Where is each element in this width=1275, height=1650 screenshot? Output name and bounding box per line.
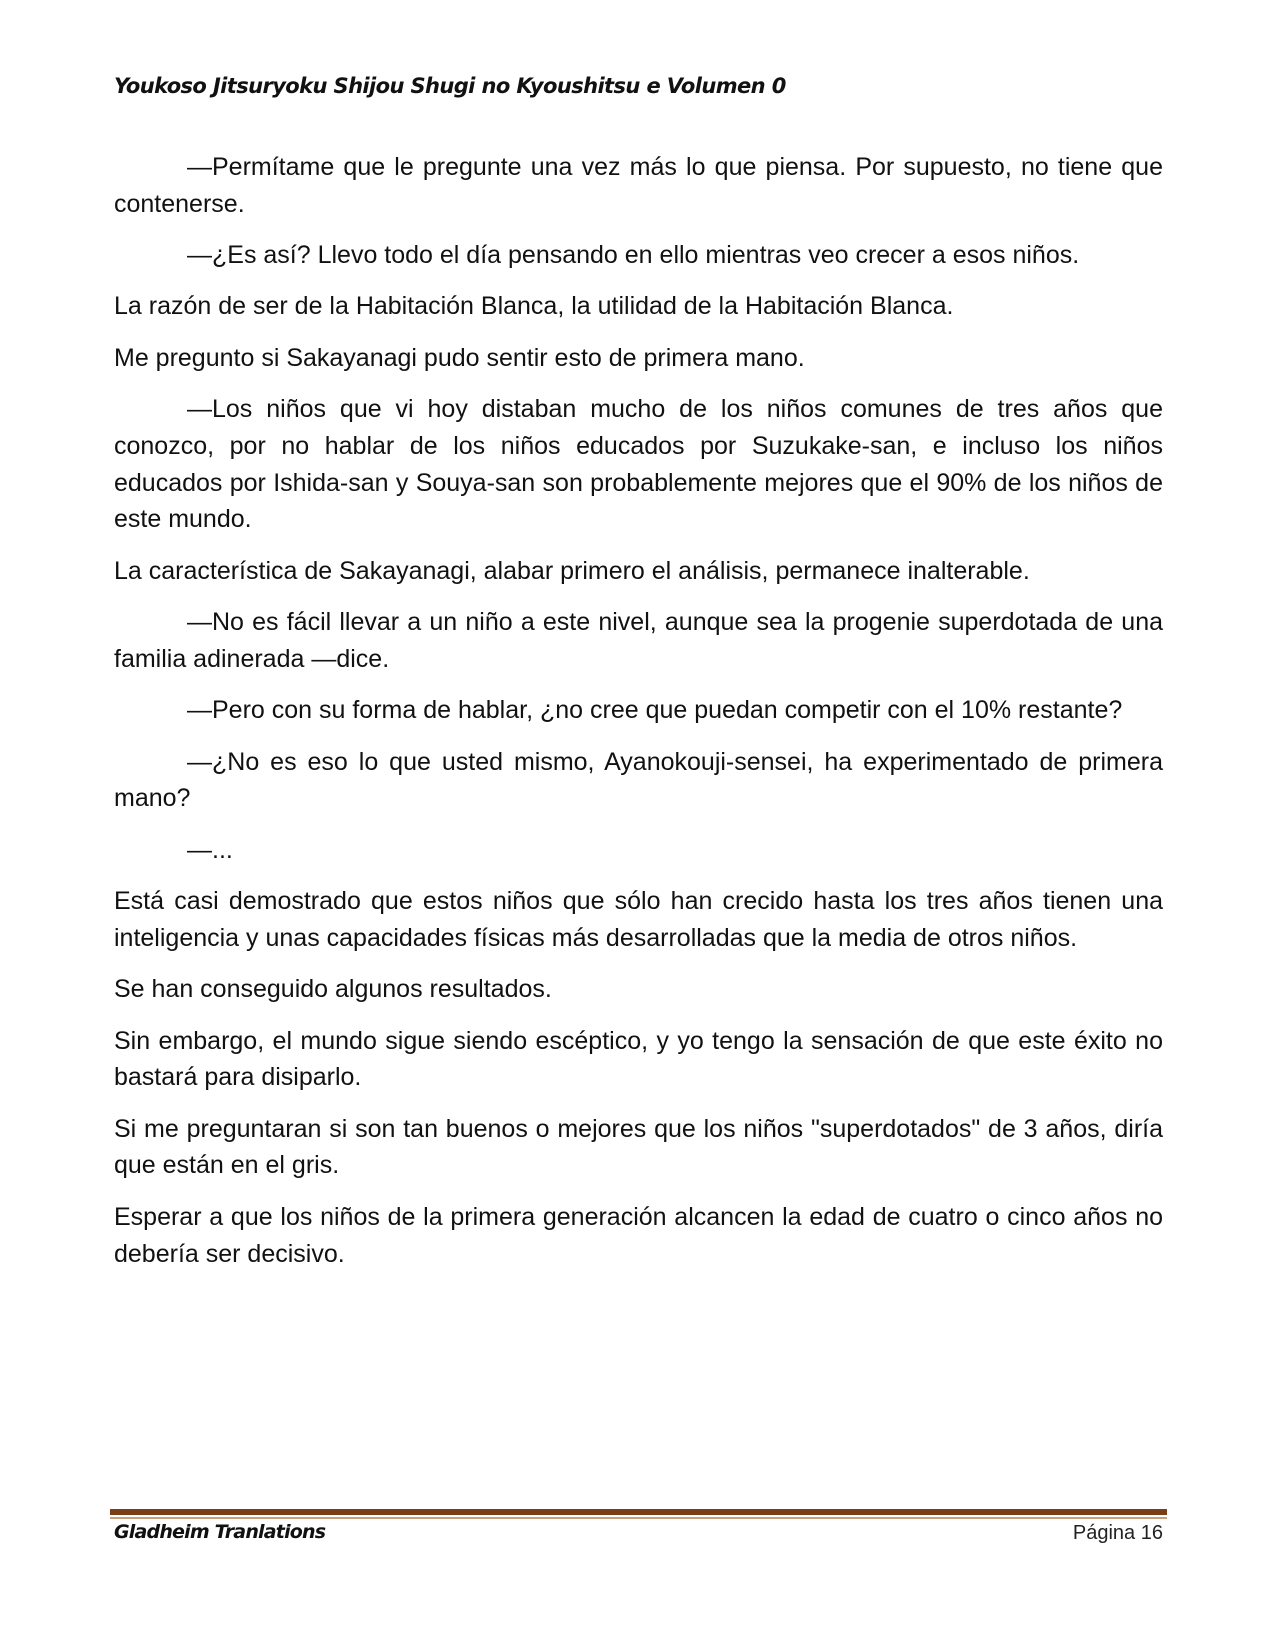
footer-credit: Gladheim Tranlations (114, 1521, 326, 1543)
paragraph: —No es fácil llevar a un niño a este nivel, aunque sea la progenie superdotada de una familia adinerada —dice. (114, 608, 1163, 673)
paragraph: La característica de Sakayanagi, alabar primero el análisis, permanece inalterable. (114, 556, 1030, 585)
paragraph: —Pero con su forma de hablar, ¿no cree que puedan competir con el 10% restante? (187, 696, 1123, 725)
body-text (114, 149, 1163, 1287)
page-number-value: 16 (1140, 1522, 1163, 1544)
paragraph: —... (187, 835, 233, 864)
page-label: Página (1072, 1522, 1136, 1544)
paragraph: Está casi demostrado que estos niños que sólo han crecido hasta los tres años tienen una inteligencia y unas capacidades físicas más desarrolladas que la media de otros niños. (114, 887, 1163, 952)
paragraph: —¿Es así? Llevo todo el día pensando en ello mientras veo crecer a esos niños. (187, 241, 1080, 270)
paragraph: Si me preguntaran si son tan buenos o mejores que los niños "superdotados" de 3 años, diría que están en el gris. (114, 1114, 1163, 1180)
page-number (1073, 1522, 1163, 1545)
paragraph: —Permítame que le pregunte una vez más lo que piensa. Por supuesto, no tiene que contenerse. (114, 153, 1163, 218)
paragraph: Esperar a que los niños de la primera generación alcancen la edad de cuatro o cinco años no debería ser decisivo. (114, 1202, 1163, 1268)
paragraph: Sin embargo, el mundo sigue siendo escéptico, y yo tengo la sensación de que este éxito no bastará para disiparlo. (114, 1026, 1163, 1092)
running-header: Youkoso Jitsuryoku Shijou Shugi no Kyoushitsu e Volumen 0 (114, 74, 786, 98)
paragraph: —¿No es eso lo que usted mismo, Ayanokouji-sensei, ha experimentado de primera mano? (114, 747, 1163, 813)
paragraph: —Los niños que vi hoy distaban mucho de los niños comunes de tres años que conozco, por no hablar de los niños educados por Suzukake-san, e incluso los niños educados por Ishida-san y Souya-san son probablemente mejores que el 90% de los niños de este mundo. (114, 395, 1163, 534)
paragraph: Me pregunto si Sakayanagi pudo sentir esto de primera mano. (114, 343, 805, 372)
footer-rule-thin (110, 1517, 1167, 1519)
footer-rule (110, 1509, 1167, 1515)
paragraph: Se han conseguido algunos resultados. (114, 975, 552, 1004)
paragraph: La razón de ser de la Habitación Blanca, la utilidad de la Habitación Blanca. (114, 292, 954, 321)
